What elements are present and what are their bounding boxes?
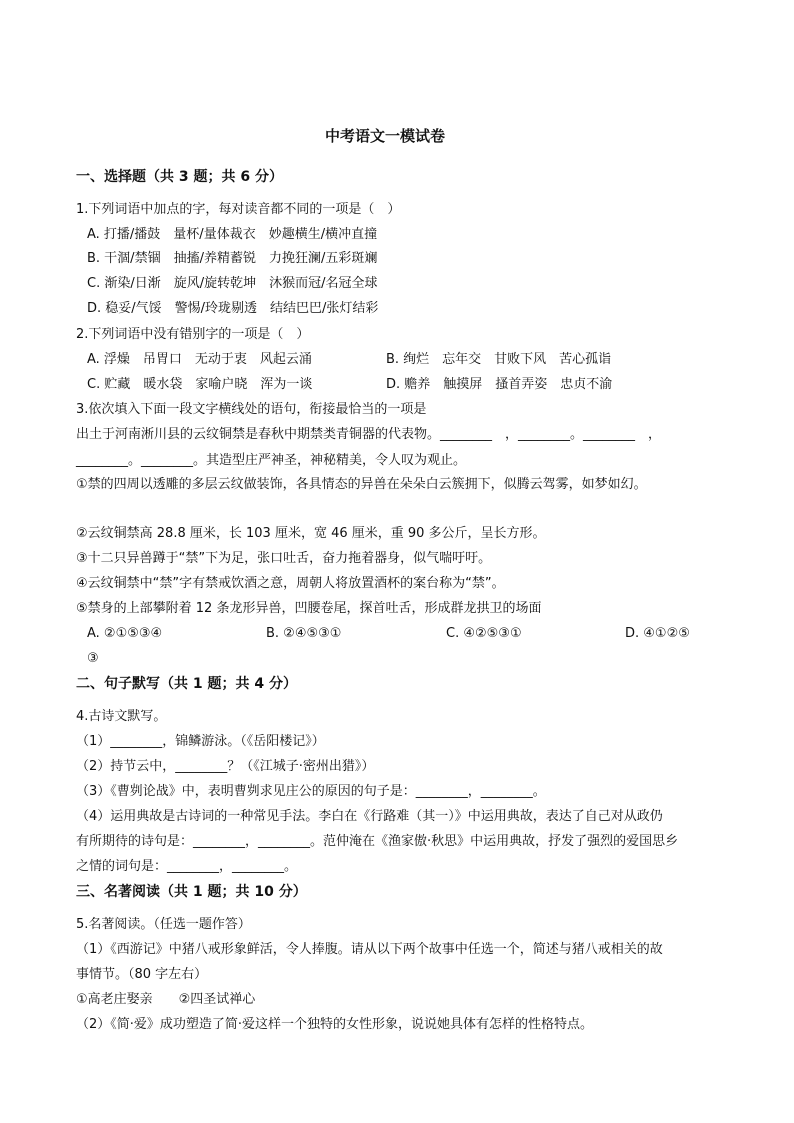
question-2-option-b: B. 绚烂 忘年交 甘败下风 苦心孤诣 bbox=[386, 352, 612, 367]
question-5-stem: 5.名著阅读。（任选一题作答） bbox=[76, 917, 251, 932]
question-3-item-3: ③十二只异兽蹲于“禁”下为足，张口吐舌，奋力拖着器身，似气喘吁吁。 bbox=[76, 551, 492, 566]
question-5-line-3: ①高老庄娶亲 ②四圣试禅心 bbox=[76, 992, 256, 1007]
question-5-line-4: （2）《简·爱》成功塑造了简·爱这样一个独特的女性形象，说说她具体有怎样的性格特点。 bbox=[76, 1017, 594, 1032]
question-3-stem: 3.依次填入下面一段文字横线处的语句，衔接最恰当的一项是 bbox=[76, 402, 427, 417]
question-2-option-c: C. 贮藏 暖水袋 家喻户晓 浑为一谈 bbox=[87, 377, 313, 392]
question-3-item-2: ②云纹铜禁高 28.8 厘米，长 103 厘米，宽 46 厘米，重 90 多公斤，呈长方形。 bbox=[76, 526, 546, 541]
question-3-item-4: ④云纹铜禁中“禁”字有禁戒饮酒之意，周朝人将放置酒杯的案台称为“禁”。 bbox=[76, 576, 505, 591]
question-5-line-2: 事情节。（80 字左右） bbox=[76, 967, 208, 982]
question-3-passage-line-1: 出土于河南淅川县的云纹铜禁是春秋中期禁类青铜器的代表物。________ ，________。________ ， bbox=[76, 427, 662, 442]
page-title: 中考语文一模试卷 bbox=[325, 127, 446, 145]
question-5-line-1: （1）《西游记》中猪八戒形象鲜活，令人捧腹。请从以下两个故事中任选一个，简述与猪八戒相关的故 bbox=[76, 942, 663, 957]
section-heading-dictation: 二、句子默写（共 1 题；共 4 分） bbox=[76, 676, 297, 692]
question-1-stem: 1.下列词语中加点的字，每对读音都不同的一项是（ ） bbox=[76, 202, 401, 217]
question-3-passage-line-2: ________。________。其造型庄严神圣，神秘精美，令人叹为观止。 bbox=[76, 453, 467, 468]
section-heading-choice: 一、选择题（共 3 题；共 6 分） bbox=[76, 169, 283, 185]
question-4-line-6: 之情的词句是：________，________。 bbox=[76, 859, 298, 874]
section-heading-reading: 三、名著阅读（共 1 题；共 10 分） bbox=[76, 884, 307, 900]
question-2-option-a: A. 浮燥 吊胃口 无动于衷 风起云涌 bbox=[87, 352, 312, 367]
question-3-option-b: B. ②④⑤③① bbox=[266, 626, 342, 641]
question-4-line-1: （1）________，锦鳞游泳。（《岳阳楼记》） bbox=[76, 734, 325, 749]
question-4-line-2: （2）持节云中，________？（《江城子·密州出猎》） bbox=[76, 759, 375, 774]
question-3-item-1: ①禁的四周以透雕的多层云纹做装饰，各具情态的异兽在朵朵白云簇拥下，似腾云驾雾，如梦如幻。 bbox=[76, 477, 647, 492]
question-4-stem: 4.古诗文默写。 bbox=[76, 709, 167, 724]
question-2-stem: 2.下列词语中没有错别字的一项是（ ） bbox=[76, 327, 310, 342]
question-1-option-a: A. 打播/播鼓 量杯/量体裁衣 妙趣横生/横冲直撞 bbox=[87, 227, 378, 242]
question-2-option-d: D. 赡养 触摸屏 搔首弄姿 忠贞不渝 bbox=[386, 377, 613, 392]
question-4-line-4: （4）运用典故是古诗词的一种常见手法。李白在《行路难（其一）》中运用典故，表达了自己对从政仍 bbox=[76, 809, 663, 824]
question-1-option-c: C. 渐染/日渐 旋风/旋转乾坤 沐猴而冠/名冠全球 bbox=[87, 276, 378, 291]
question-4-line-5: 有所期待的诗句是：________，________。范仲淹在《渔家傲·秋思》中运用典故，抒发了强烈的爱国思乡 bbox=[76, 834, 679, 849]
question-3-option-c: C. ④②⑤③① bbox=[446, 626, 522, 641]
question-3-item-5: ⑤禁身的上部攀附着 12 条龙形异兽，凹腰卷尾，探首吐舌，形成群龙拱卫的场面 bbox=[76, 601, 542, 616]
question-3-option-a: A. ②①⑤③④ bbox=[87, 626, 163, 641]
question-1-option-b: B. 干涸/禁锢 抽搐/养精蓄锐 力挽狂澜/五彩斑斓 bbox=[87, 251, 378, 266]
question-3-option-d: D. ④①②⑤ bbox=[625, 626, 690, 641]
question-3-option-d-wrap: ③ bbox=[87, 651, 99, 666]
question-1-option-d: D. 稳妥/气馁 警惕/玲珑剔透 结结巴巴/张灯结彩 bbox=[87, 301, 379, 316]
question-4-line-3: （3）《曹刿论战》中，表明曹刿求见庄公的原因的句子是：________，________。 bbox=[76, 784, 546, 799]
